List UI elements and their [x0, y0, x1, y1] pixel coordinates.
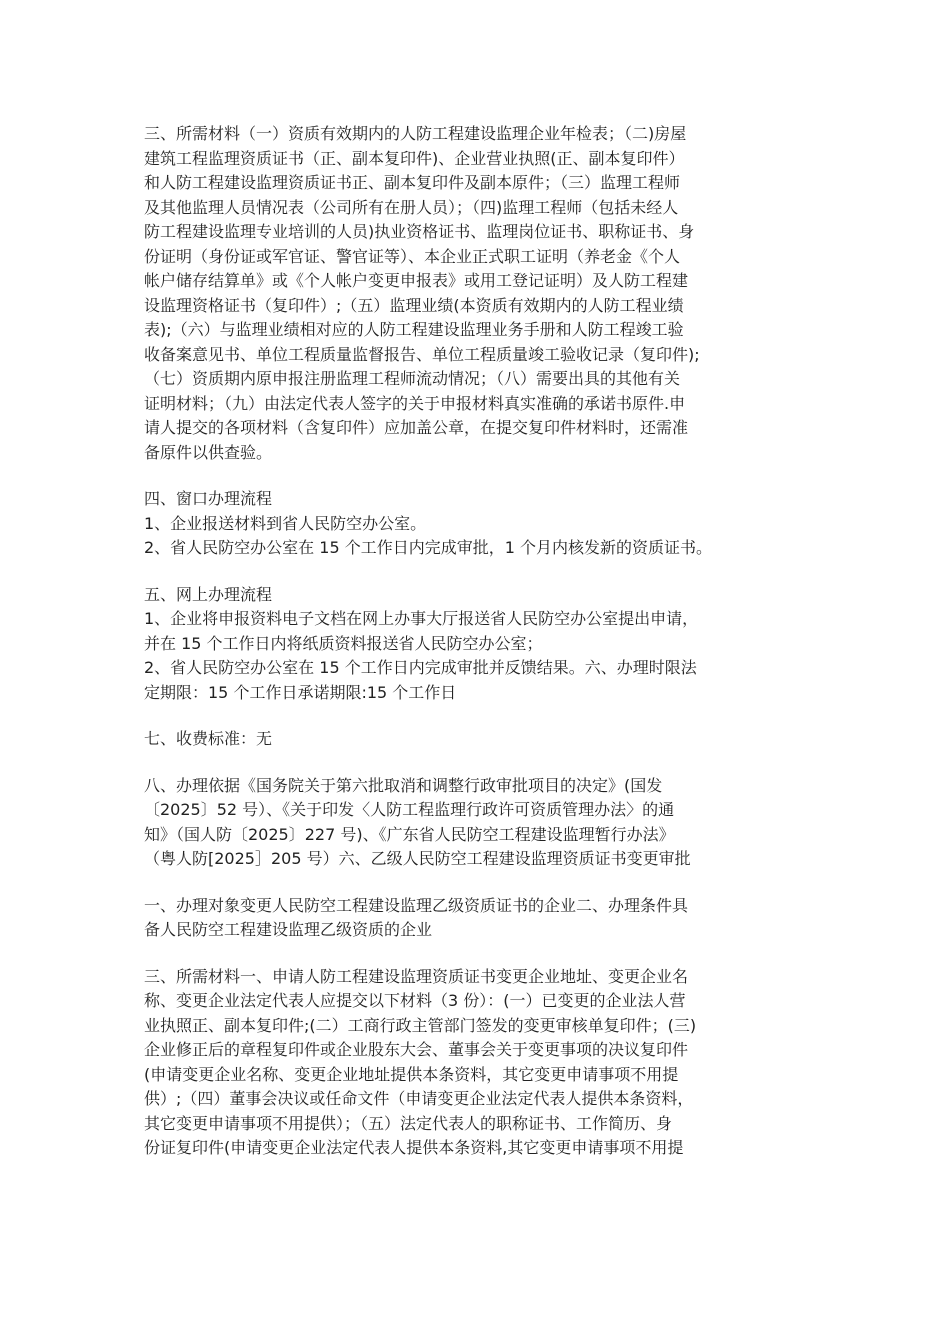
text-line: 份证复印件(申请变更企业法定代表人提供本条资料,其它变更申请事项不用提 [144, 1138, 684, 1157]
text-line: 备原件以供查验。 [144, 442, 273, 462]
text-line: 企业修正后的章程复印件或企业股东大会、董事会关于变更事项的决议复印件 [144, 1040, 689, 1059]
text-line: 1、企业报送材料到省人民防空办公室。 [144, 513, 427, 533]
paragraph-legal-basis [144, 774, 812, 872]
section-heading: 七、收费标准：无 [144, 729, 273, 748]
text-line: 2、省人民防空办公室在 15 个工作日内完成审批并反馈结果。六、办理时限法 [144, 658, 697, 677]
paragraph-change-materials [144, 965, 812, 1161]
text-line: （七）资质期内原申报注册监理工程师流动情况；（八）需要出具的其他有关 [144, 369, 681, 388]
text-line: 称、变更企业法定代表人应提交以下材料（3 份）：(一）已变更的企业法人营 [144, 991, 686, 1010]
text-line: 三、所需材料（一）资质有效期内的人防工程建设监理企业年检表；（二)房屋 [144, 124, 687, 143]
text-line: 供）;（四）董事会决议或任命文件（申请变更企业法定代表人提供本条资料， [144, 1089, 694, 1108]
paragraph-applicants [144, 894, 812, 943]
text-line: 表);（六）与监理业绩相对应的人防工程建设监理业务手册和人防工程竣工验 [144, 320, 684, 339]
text-line: (申请变更企业名称、变更企业地址提供本条资料，其它变更申请事项不用提 [144, 1064, 679, 1084]
text-line: 建筑工程监理资质证书（正、副本复印件)、企业营业执照(正、副本复印件） [144, 148, 685, 168]
paragraph-materials [144, 122, 812, 465]
text-line: 其它变更申请事项不用提供）；（五）法定代表人的职称证书、工作简历、身 [144, 1113, 673, 1133]
paragraph-fees [144, 727, 812, 752]
text-line: 知》（国人防〔2025〕227 号)、《广东省人民防空工程建设监理暂行办法》 [144, 824, 675, 844]
text-line: 三、所需材料一、申请人防工程建设监理资质证书变更企业地址、变更企业名 [144, 966, 689, 986]
text-line: 并在 15 个工作日内将纸质资料报送省人民防空办公室； [144, 633, 543, 653]
text-line: 证明材料；（九）由法定代表人签字的关于申报材料真实准确的承诺书原件.申 [144, 393, 686, 413]
text-line: 备人民防空工程建设监理乙级资质的企业 [144, 920, 433, 939]
text-line: 及其他监理人员情况表（公司所有在册人员）；（四)监理工程师（包括未经人 [144, 197, 679, 217]
text-line: 设监理资格证书（复印件）;（五）监理业绩(本资质有效期内的人防工程业绩 [144, 295, 684, 315]
text-line: 业执照正、副本复印件;(二）工商行政主管部门签发的变更审核单复印件；(三) [144, 1015, 697, 1035]
text-line: （粤人防[2025］205 号）六、乙级人民防空工程建设监理资质证书变更审批 [144, 849, 691, 868]
section-heading: 四、窗口办理流程 [144, 489, 273, 508]
text-line: 〔2025〕52 号）、《关于印发〈人防工程监理行政许可资质管理办法〉的通 [144, 800, 675, 819]
text-line: 防工程建设监理专业培训的人员)执业资格证书、监理岗位证书、职称证书、身 [144, 222, 695, 241]
paragraph-window-process [144, 487, 812, 561]
text-line: 1、企业将申报资料电子文档在网上办事大厅报送省人民防空办公室提出申请， [144, 609, 699, 628]
text-line: 收备案意见书、单位工程质量监督报告、单位工程质量竣工验收记录（复印件); [144, 344, 700, 364]
text-line: 一、办理对象变更人民防空工程建设监理乙级资质证书的企业二、办理条件具 [144, 895, 689, 915]
text-line: 2、省人民防空办公室在 15 个工作日内完成审批，1 个月内核发新的资质证书。 [144, 538, 712, 557]
document-body [144, 122, 812, 1183]
text-line: 定期限：15 个工作日承诺期限:15 个工作日 [144, 682, 457, 702]
text-line: 八、办理依据《国务院关于第六批取消和调整行政审批项目的决定》(国发 [144, 775, 663, 795]
text-line: 份证明（身份证或军官证、警官证等）、本企业正式职工证明（养老金《个人 [144, 246, 681, 266]
paragraph-online-process [144, 583, 812, 706]
text-line: 和人防工程建设监理资质证书正、副本复印件及副本原件；（三）监理工程师 [144, 173, 681, 192]
text-line: 请人提交的各项材料（含复印件）应加盖公章，在提交复印件材料时，还需准 [144, 418, 689, 437]
section-heading: 五、网上办理流程 [144, 584, 273, 604]
text-line: 帐户储存结算单》或《个人帐户变更申报表》或用工登记证明）及人防工程建 [144, 271, 689, 290]
